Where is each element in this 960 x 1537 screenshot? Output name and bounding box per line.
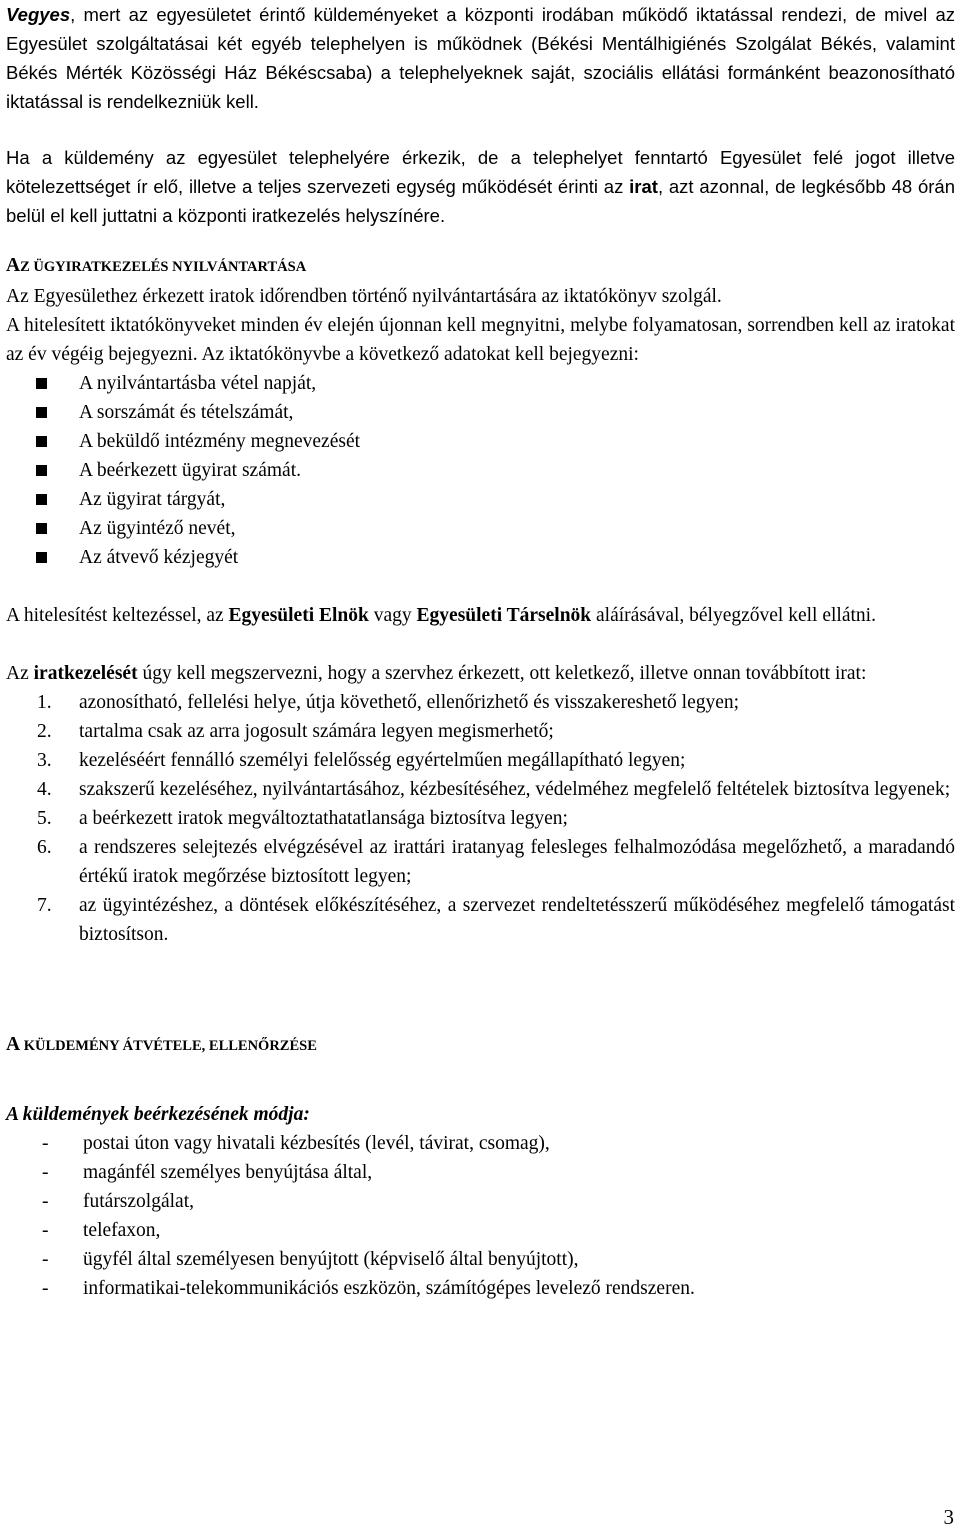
section-heading-registry bbox=[6, 251, 955, 282]
page-content bbox=[6, 0, 955, 1303]
registry-line: Az Egyesülethez érkezett iratok időrendben történő nyilvántartására az iktatókönyv szolgál. bbox=[6, 286, 722, 307]
records-intro-text-2: úgy kell megszervezni, hogy a szervhez érkezett, ott keletkező, illetve onnan továbbított irat: bbox=[137, 663, 867, 684]
list-item bbox=[6, 398, 955, 427]
heading-initial: A bbox=[6, 255, 21, 276]
authentication-paragraph bbox=[6, 601, 955, 630]
auth-bold-copresident: Egyesületi Társelnök bbox=[416, 605, 592, 626]
dash-marker: - bbox=[42, 1162, 49, 1183]
square-bullet-icon bbox=[36, 465, 47, 476]
list-item bbox=[6, 1129, 955, 1158]
list-item bbox=[6, 1158, 955, 1187]
list-item bbox=[6, 427, 955, 456]
records-intro-bold: iratkezelését bbox=[33, 663, 138, 684]
list-item-text: A nyilvántartásba vétel napját, bbox=[79, 373, 317, 394]
list-item bbox=[6, 891, 955, 949]
auth-text-3: aláírásával, bélyegzővel kell ellátni. bbox=[591, 605, 876, 626]
list-item-text: informatikai-telekommunikációs eszközön, számítógépes levelező rendszeren. bbox=[83, 1278, 695, 1299]
dash-marker: - bbox=[42, 1278, 49, 1299]
square-bullet-icon bbox=[36, 494, 47, 505]
list-item-text: A beküldő intézmény megnevezését bbox=[79, 431, 361, 452]
list-item bbox=[6, 485, 955, 514]
list-item-number: 6. bbox=[37, 837, 52, 858]
intro-paragraph bbox=[6, 0, 955, 116]
auth-bold-president: Egyesületi Elnök bbox=[228, 605, 369, 626]
delivery-text-1: Ha a küldemény az egyesület telephelyére érkezik, de a telephelyet fenntartó Egyesület felé jogot illetve kötelezettséget ír elő, illetve a teljes szervezeti egység működését érinti az bbox=[6, 147, 955, 197]
dash-marker: - bbox=[42, 1133, 49, 1154]
list-item bbox=[6, 1216, 955, 1245]
list-item-text: a beérkezett iratok megváltoztathatatlansága biztosítva legyen; bbox=[79, 808, 568, 829]
section-heading-reception bbox=[6, 1030, 955, 1061]
delivery-paragraph bbox=[6, 143, 955, 230]
list-item-text: szakszerű kezeléséhez, nyilvántartásához, kézbesítéséhez, védelméhez megfelelő feltételek biztosítva legyenek; bbox=[79, 779, 951, 800]
list-item-text: azonosítható, fellelési helye, útja követhető, ellenőrizhető és visszakereshető legyen; bbox=[79, 692, 740, 713]
heading-initial: A bbox=[6, 1034, 21, 1055]
list-item-number: 7. bbox=[37, 895, 52, 916]
list-item-number: 1. bbox=[37, 692, 52, 713]
dash-marker: - bbox=[42, 1220, 49, 1241]
list-item-text: kezeléséért fennálló személyi felelősség egyértelműen megállapítható legyen; bbox=[79, 750, 686, 771]
list-item bbox=[6, 746, 955, 775]
list-item-number: 3. bbox=[37, 750, 52, 771]
list-item-text: futárszolgálat, bbox=[83, 1191, 194, 1212]
list-item bbox=[6, 543, 955, 572]
list-item bbox=[6, 456, 955, 485]
auth-text-1: A hitelesítést keltezéssel, az bbox=[6, 605, 229, 626]
list-item-text: az ügyintézéshez, a döntések előkészítéséhez, a szervezet rendeltetésszerű működéséhez megfelelő támogatást biztosítson. bbox=[79, 895, 955, 945]
reception-subheading: A küldemények beérkezésének módja: bbox=[6, 1104, 310, 1125]
heading-rest: Z ÜGYIRATKEZELÉS NYILVÁNTARTÁSA bbox=[20, 259, 307, 275]
list-item-text: ügyfél által személyesen benyújtott (képviselő által benyújtott), bbox=[83, 1249, 579, 1270]
list-item-text: A beérkezett ügyirat számát. bbox=[79, 460, 301, 481]
list-item-number: 5. bbox=[37, 808, 52, 829]
list-item-text: postai úton vagy hivatali kézbesítés (levél, távirat, csomag), bbox=[83, 1133, 550, 1154]
registry-bullet-list bbox=[6, 369, 955, 572]
list-item bbox=[6, 775, 955, 804]
square-bullet-icon bbox=[36, 407, 47, 418]
square-bullet-icon bbox=[36, 552, 47, 563]
list-item bbox=[6, 833, 955, 891]
list-item bbox=[6, 1187, 955, 1216]
list-item bbox=[6, 369, 955, 398]
list-item bbox=[6, 514, 955, 543]
records-intro-text-1: Az bbox=[6, 663, 34, 684]
list-item bbox=[6, 717, 955, 746]
reception-dash-list bbox=[6, 1129, 955, 1303]
intro-text: , mert az egyesületet érintő küldeményeket a központi irodában működő iktatással rendezi, de mivel az Egyesület szolgáltatásai két egyéb telephelyen is működnek (Békési Mentálhigiénés Szolgálat Békés, valamint Békés Mérték Közösségi Ház Békéscsaba) a telephelyeknek saját, szociális ellátási formánként beazonosítható iktatással is rendelkezniük kell. bbox=[6, 4, 955, 112]
intro-lead: Vegyes bbox=[6, 4, 71, 25]
list-item-number: 2. bbox=[37, 721, 52, 742]
list-item bbox=[6, 688, 955, 717]
list-item-text: Az átvevő kézjegyét bbox=[79, 547, 239, 568]
list-item bbox=[6, 804, 955, 833]
list-item-text: tartalma csak az arra jogosult számára legyen megismerhető; bbox=[79, 721, 554, 742]
list-item-text: Az ügyintéző nevét, bbox=[79, 518, 236, 539]
page-number: 3 bbox=[943, 1505, 954, 1529]
list-item bbox=[6, 1274, 955, 1303]
dash-marker: - bbox=[42, 1249, 49, 1270]
list-item-text: A sorszámát és tételszámát, bbox=[79, 402, 294, 423]
square-bullet-icon bbox=[36, 378, 47, 389]
records-intro-paragraph bbox=[6, 659, 955, 688]
list-item-text: magánfél személyes benyújtása által, bbox=[83, 1162, 373, 1183]
list-item-number: 4. bbox=[37, 779, 52, 800]
list-item bbox=[6, 1245, 955, 1274]
auth-text-2: vagy bbox=[368, 605, 417, 626]
square-bullet-icon bbox=[36, 436, 47, 447]
dash-marker: - bbox=[42, 1191, 49, 1212]
registry-paragraph: A hitelesített iktatókönyveket minden év elején újonnan kell megnyitni, melybe folyamatosan, sorrendben kell az iratokat az év végéig bejegyezni. Az iktatókönyvbe a következő adatokat kell bejegyezni: bbox=[6, 315, 955, 365]
records-numbered-list bbox=[6, 688, 955, 949]
square-bullet-icon bbox=[36, 523, 47, 534]
heading-rest: KÜLDEMÉNY ÁTVÉTELE, ELLENŐRZÉSE bbox=[20, 1038, 317, 1054]
delivery-text-2: , azt azonnal, de legkésőbb 48 órán belül el kell juttatni a központi iratkezelés helyszínére. bbox=[6, 176, 955, 226]
delivery-bold: irat bbox=[629, 176, 658, 197]
list-item-text: a rendszeres selejtezés elvégzésével az irattári iratanyag felesleges felhalmozódása megelőzhető, a maradandó értékű iratok megőrzése biztosított legyen; bbox=[79, 837, 955, 887]
list-item-text: Az ügyirat tárgyát, bbox=[79, 489, 226, 510]
list-item-text: telefaxon, bbox=[83, 1220, 161, 1241]
